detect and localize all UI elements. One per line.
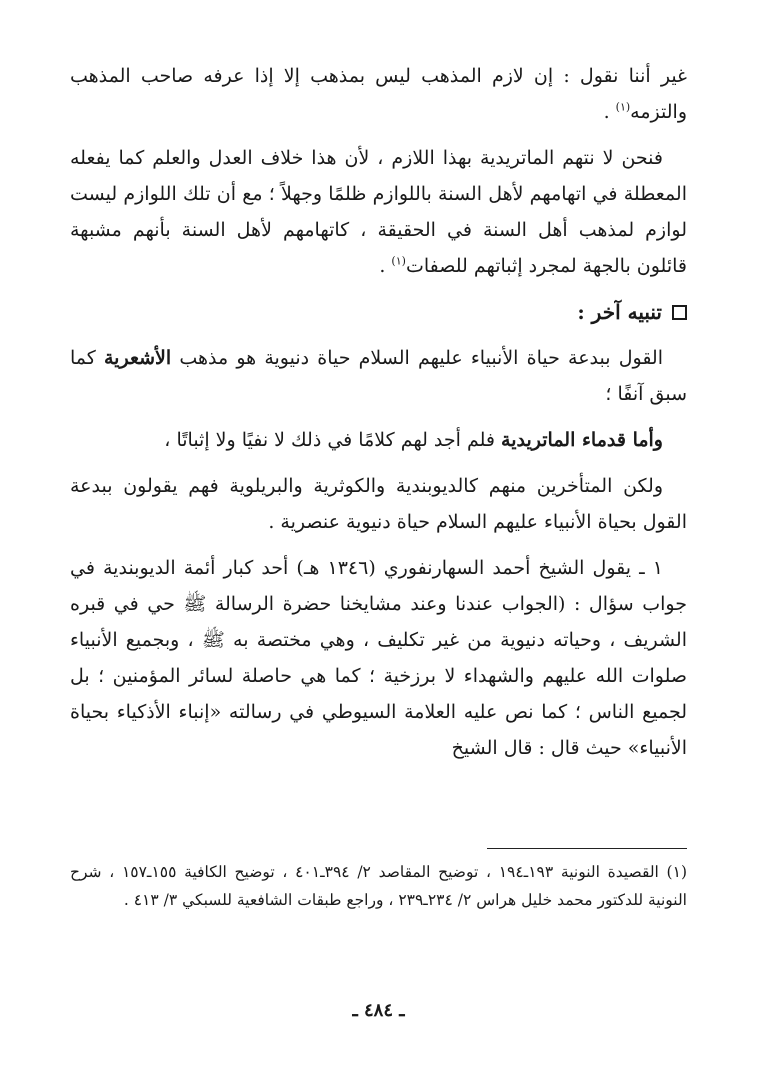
paragraph-4-bold: وأما قدماء الماتريدية [501,429,663,451]
paragraph-1-text: غير أننا نقول : إن لازم المذهب ليس بمذهب إلا إذا عرفه صاحب المذهب والتزمه [70,65,687,123]
page-number: ـ ٤٨٤ ـ [352,1000,405,1021]
paragraph-4 [70,422,687,458]
main-text [70,58,687,776]
paragraph-2-text: فنحن لا نتهم الماتريدية بهذا اللازم ، لأن هذا خلاف العدل والعلم كما يفعله المعطلة في اتهامهم لأهل السنة باللوازم ظلمًا وجهلاً ؛ مع أن تلك اللوازم ليست لوازم لمذهب أهل السنة في الحقيقة ، كاتهامهم لأهل السنة بأنهم مشبهة قائلون بالجهة لمجرد إثباتهم للصفات [70,147,687,277]
section-heading [70,294,687,330]
footnote-1: (١) القصيدة النونية ١٩٣ـ١٩٤ ، توضيح المقاصد ٢/ ٣٩٤ـ٤٠١ ، توضيح الكافية ١٥٥ـ١٥٧ ، شرح النونية للدكتور محمد خليل هراس ٢/ ٢٣٤ـ٢٣٩ ، وراجع طبقات الشافعية للسبكي ٣/ ٤١٣ . [70,863,687,909]
footnote-divider [487,848,687,849]
paragraph-1-tail: . [603,101,616,123]
footnote-ref-1[interactable]: (١) [615,100,631,114]
paragraph-2-tail: . [379,255,392,277]
checkbox-square-icon [672,305,687,320]
paragraph-2 [70,140,687,284]
paragraph-3 [70,340,687,412]
paragraph-1 [70,58,687,130]
paragraph-6: ١ ـ يقول الشيخ أحمد السهارنفوري (١٣٤٦ هـ) أحد كبار أئمة الديوبندية في جواب سؤال : (الجواب عندنا وعند مشايخنا حضرة الرسالة ﷺ حي في قبره الشريف ، وحياته دنيوية من غير تكليف ، وهي مختصة به ﷺ ، وبجميع الأنبياء صلوات الله عليهم والشهداء لا برزخية ؛ كما هي حاصلة لسائر المؤمنين ؛ بل لجميع الناس ؛ كما نص عليه العلامة السيوطي في رسالته «إنباء الأذكياء بحياة الأنبياء» حيث قال : قال الشيخ [70,557,687,759]
footnote-ref-2[interactable]: (١) [391,254,406,268]
paragraph-3-after: كما سبق آنفًا ؛ [70,347,687,405]
paragraph-4-after: فلم أجد لهم كلامًا في ذلك لا نفيًا ولا إثباتًا ، [164,429,502,451]
paragraph-3-bold: الأشعرية [104,347,172,369]
footnotes [70,858,687,914]
section-heading-text: تنبيه آخر : [577,300,662,324]
paragraph-3-before: القول ببدعة حياة الأنبياء عليهم السلام حياة دنيوية هو مذهب [171,347,664,369]
paragraph-5: ولكن المتأخرين منهم كالديوبندية والكوثرية والبريلوية فهم يقولون ببدعة القول بحياة الأنبياء عليهم السلام حياة دنيوية عنصرية . [70,475,687,533]
